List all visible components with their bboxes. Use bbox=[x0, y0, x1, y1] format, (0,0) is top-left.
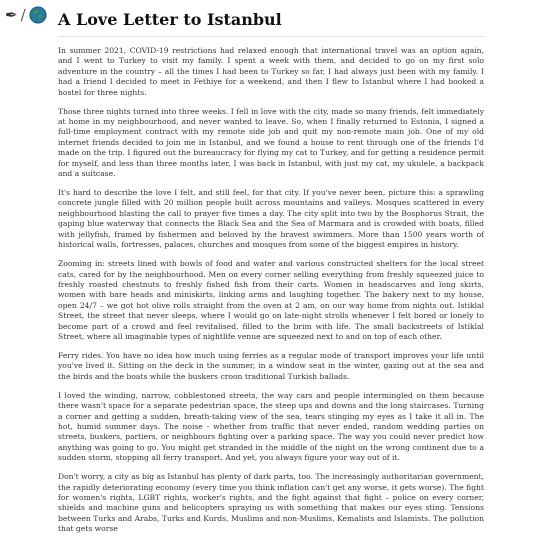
page-title: A Love Letter to Istanbul bbox=[58, 10, 282, 29]
paragraph: In summer 2021, COVID-19 restrictions had relaxed enough that international travel was an option again, and I went to Turkey to visit my family. I spent a week with them, and decided to go on my first solo adventure in the country – all the times I had been to Turkey so far, I had always just been with my family. I had a friend I decided to meet in Fethiye for a weekend, and then I flew to Istanbul where I had booked a hostel for three nights. bbox=[58, 46, 484, 97]
title-divider bbox=[58, 36, 484, 37]
paragraph: Zooming in: streets lined with bowls of food and water and various constructed shelters for the local street cats, cared for by the neighbourhood. Men on every corner selling everything from freshly squeezed juice to freshly roasted chestnuts to freshly fished fish from their carts. Women in headscarves and long skirts, women with bare heads and miniskirts, linking arms and laughing together. The bakery next to my house, open 24/7 – we got hot olive rolls straight from the oven at 2 am, on our way home from nights out. Istiklal Street, the street that never sleeps, where I would go on late-night strolls whenever I felt bored or lonely to become part of a crowd and feel revitalised, filled to the brim with life. The small backstreets of Istiklal Street, where all imaginable types of nightlife venue are squeezed next to and on top of each other. bbox=[58, 259, 484, 341]
site-logo[interactable] bbox=[5, 6, 47, 24]
globe-icon bbox=[29, 6, 47, 24]
quill-icon: ✒ bbox=[5, 5, 18, 24]
paragraph: Don't worry, a city as big as Istanbul has plenty of dark parts, too. The increasingly authoritarian government, the rapidly deteriorating economy (every time you think inflation can't get any worse, it gets worse). The fight for women's rights, LGBT rights, worker's rights, and the fight against that fight – police on every corner, shields and machine guns and helicopters spraying us with something that makes our eyes sting. Tensions between Turks and Arabs, Turks and Kurds, Muslims and non-Muslims, Kemalists and Islamists. The pollution that gets worse bbox=[58, 472, 484, 534]
paragraph: It's hard to describe the love I felt, and still feel, for that city. If you've never been, picture this: a sprawling concrete jungle filled with 20 million people built across mountains and valleys. Mosques scattered in every neighbourhood blasting the call to prayer five times a day. The city split into two by the Bosphorus Strait, the gaping blue waterway that connects the Black Sea and the Sea of Marmara and is crowded with boats, filled with jellyfish, framed by fishermen and beloved by the bravest swimmers. More than 1500 years worth of historical walls, fortresses, palaces, churches and mosques from some of the biggest empires in history. bbox=[58, 188, 484, 250]
article-body bbox=[58, 46, 484, 543]
paragraph: Those three nights turned into three weeks. I fell in love with the city, made so many friends, felt immediately at home in my neighbourhood, and never wanted to leave. So, when I finally returned to Estonia, I signed a full-time employment contract with my remote side job and quit my non-remote main job. One of my old internet friends decided to join me in Istanbul, and we found a house to rent through one of the friends I'd made on the trip. I figured out the bureaucracy for flying my cat to Turkey, and for getting a residence permit for myself, and less than three months later, I was back in Istanbul, with just my cat, my ukulele, a backpack and a suitcase. bbox=[58, 106, 484, 179]
paragraph: I loved the winding, narrow, cobblestoned streets, the way cars and people intermingled on them because there wasn't space for a separate pedestrian space, the steep ups and downs and the long staircases. Turning a corner and getting a sudden, breath-taking view of the sea, tears stinging my eyes as I take it all in. The hot, humid summer days. The noise - whether from traffic that never ended, random wedding parties on streets, buskers, partiers, or neighbours fighting over a parking space. The way you could never predict how anything was going to go. You might get stranded in the middle of the night on the wrong continent due to a sudden storm, stopping all ferry transport. And yet, you always figure your way out of it. bbox=[58, 390, 484, 463]
paragraph: Ferry rides. You have no idea how much using ferries as a regular mode of transport improves your life until you've lived it. Sitting on the deck in the summer, in a window seat in the winter, gazing out at the sea and the birds and the boats while the buskers croon traditional Turkish ballads. bbox=[58, 350, 484, 381]
slash-separator: / bbox=[20, 5, 26, 24]
